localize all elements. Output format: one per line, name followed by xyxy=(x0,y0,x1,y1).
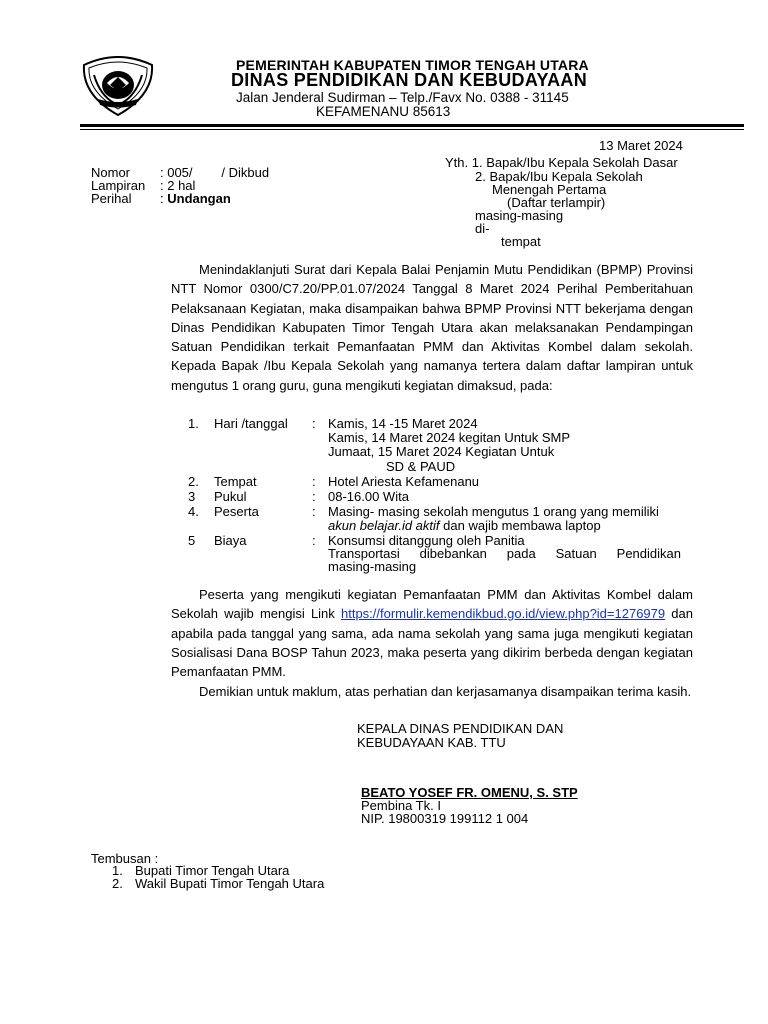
detail-2-label: Tempat xyxy=(214,474,257,489)
recipient-line-1: Yth. 1. Bapak/Ibu Kepala Sekolah Dasar xyxy=(445,155,678,170)
letterhead-divider-thin xyxy=(80,129,744,130)
body-paragraph-3-text: Demikian untuk maklum, atas perhatian dan kerjasamanya disampaikan terima kasih. xyxy=(199,684,692,699)
letterhead-office: DINAS PENDIDIKAN DAN KEBUDAYAAN xyxy=(231,70,588,90)
detail-4-colon: : xyxy=(312,504,316,519)
nomor-value: : 005/ / Dikbud xyxy=(160,165,270,180)
detail-5-value-3: masing-masing xyxy=(328,559,417,574)
perihal-row xyxy=(160,191,231,206)
body-paragraph-2-text-before: Peserta yang mengikuti kegiatan Pemanfaatan PMM dan Aktivitas Kombel dalam Sekolah wajib mengisi Link xyxy=(171,587,693,622)
detail-1-label: Hari /tanggal xyxy=(214,416,288,431)
body-paragraph-2-text-after: dan apabila pada tanggal yang sama, ada nama sekolah yang sama juga mengikuti kegiatan Sosialisasi Dana BOSP Tahun 2023, maka peserta yang dikirim berbeda dengan kegiatan Pemanfaatan PMM. xyxy=(171,606,693,680)
signatory-title-2: KEBUDAYAAN KAB. TTU xyxy=(357,735,506,750)
form-link[interactable]: https://formulir.kemendikbud.go.id/view.php?id=1276979 xyxy=(340,606,666,622)
detail-4-rest-text: dan wajib membawa laptop xyxy=(439,518,601,533)
detail-1-value-1: Kamis, 14 -15 Maret 2024 xyxy=(328,416,478,431)
recipient-line-4: (Daftar terlampir) xyxy=(507,195,606,210)
body-paragraph-1 xyxy=(171,260,693,395)
cc-item-2: Wakil Bupati Timor Tengah Utara xyxy=(135,876,325,891)
detail-2-colon: : xyxy=(312,474,316,489)
recipient-line-5: masing-masing xyxy=(475,208,564,223)
cc-label: Tembusan : xyxy=(91,851,159,866)
letter-date: 13 Maret 2024 xyxy=(599,138,683,153)
detail-5-colon: : xyxy=(312,533,316,548)
detail-5-value-1: Konsumsi ditanggung oleh Panitia xyxy=(328,533,525,548)
signatory-nip: NIP. 19800319 199112 1 004 xyxy=(361,811,529,826)
signatory-title-1: KEPALA DINAS PENDIDIKAN DAN xyxy=(357,721,564,736)
detail-4-value-1: Masing- masing sekolah mengutus 1 orang yang memiliki xyxy=(328,504,659,519)
letterhead-divider-thick xyxy=(80,124,744,127)
detail-1-value-2: Kamis, 14 Maret 2024 kegitan Untuk SMP xyxy=(328,430,571,445)
detail-2-value: Hotel Ariesta Kefamenanu xyxy=(328,474,480,489)
signatory-name: BEATO YOSEF FR. OMENU, S. STP xyxy=(361,785,578,800)
lampiran-label: Lampiran xyxy=(91,178,146,193)
detail-5-number: 5 xyxy=(188,533,196,548)
body-paragraph-2 xyxy=(171,585,693,681)
detail-4-number: 4. xyxy=(188,504,199,519)
detail-1-number: 1. xyxy=(188,416,199,431)
detail-1-colon: : xyxy=(312,416,316,431)
detail-1-value-4: SD & PAUD xyxy=(386,459,456,474)
letterhead-government: PEMERINTAH KABUPATEN TIMOR TENGAH UTARA xyxy=(236,57,589,73)
detail-4-italic-text: akun belajar.id aktif xyxy=(328,518,440,533)
detail-4-value-2 xyxy=(328,518,601,533)
detail-1-value-3: Jumaat, 15 Maret 2024 Kegiatan Untuk xyxy=(328,444,555,459)
cc-item-1-number: 1. xyxy=(112,863,123,878)
nomor-label: Nomor xyxy=(91,165,131,180)
letterhead-address: Jalan Jenderal Sudirman – Telp./Favx No. 0388 - 31145 xyxy=(236,90,569,105)
body-paragraph-3 xyxy=(171,682,693,701)
detail-5-value-2: Transportasi dibebankan pada Satuan Pendidikan xyxy=(328,546,681,561)
perihal-label: Perihal xyxy=(91,191,132,206)
regency-emblem-logo xyxy=(80,55,156,117)
recipient-line-2: 2. Bapak/Ibu Kepala Sekolah xyxy=(475,169,643,184)
signatory-rank: Pembina Tk. I xyxy=(361,798,441,813)
detail-3-number: 3 xyxy=(188,489,196,504)
recipient-line-7: tempat xyxy=(501,234,541,249)
letterhead-city: KEFAMENANU 85613 xyxy=(316,104,451,119)
detail-2-number: 2. xyxy=(188,474,199,489)
lampiran-value: : 2 hal xyxy=(160,178,196,193)
detail-4-label: Peserta xyxy=(214,504,259,519)
body-paragraph-1-text: Menindaklanjuti Surat dari Kepala Balai Penjamin Mutu Pendidikan (BPMP) Provinsi NTT Nomor 0300/C7.20/PP.01.07/2024 Tanggal 8 Maret 2024 Perihal Pemberitahuan Pelaksanaan Kegiatan, maka disampaikan bahwa BPMP Provinsi NTT bekerjama dengan Dinas Pendidikan Kabupaten Timor Tengah Utara akan melaksanakan Pendampingan Satuan Pendidikan terkait Pemanfaatan PMM dan Aktivitas Kombel dalam sekolah. Kepada Bapak /Ibu Kepala Sekolah yang namanya tertera dalam daftar lampiran untuk mengutus 1 orang guru, guna mengikuti kegiatan dimaksud, pada: xyxy=(171,262,693,393)
cc-item-1: Bupati Timor Tengah Utara xyxy=(135,863,290,878)
cc-item-2-number: 2. xyxy=(112,876,123,891)
detail-3-value: 08-16.00 Wita xyxy=(328,489,409,504)
perihal-value: Undangan xyxy=(167,191,231,206)
perihal-colon: : xyxy=(160,191,168,206)
detail-5-label: Biaya xyxy=(214,533,247,548)
recipient-line-6: di- xyxy=(475,221,490,236)
recipient-line-3: Menengah Pertama xyxy=(492,182,607,197)
detail-3-colon: : xyxy=(312,489,316,504)
detail-3-label: Pukul xyxy=(214,489,247,504)
